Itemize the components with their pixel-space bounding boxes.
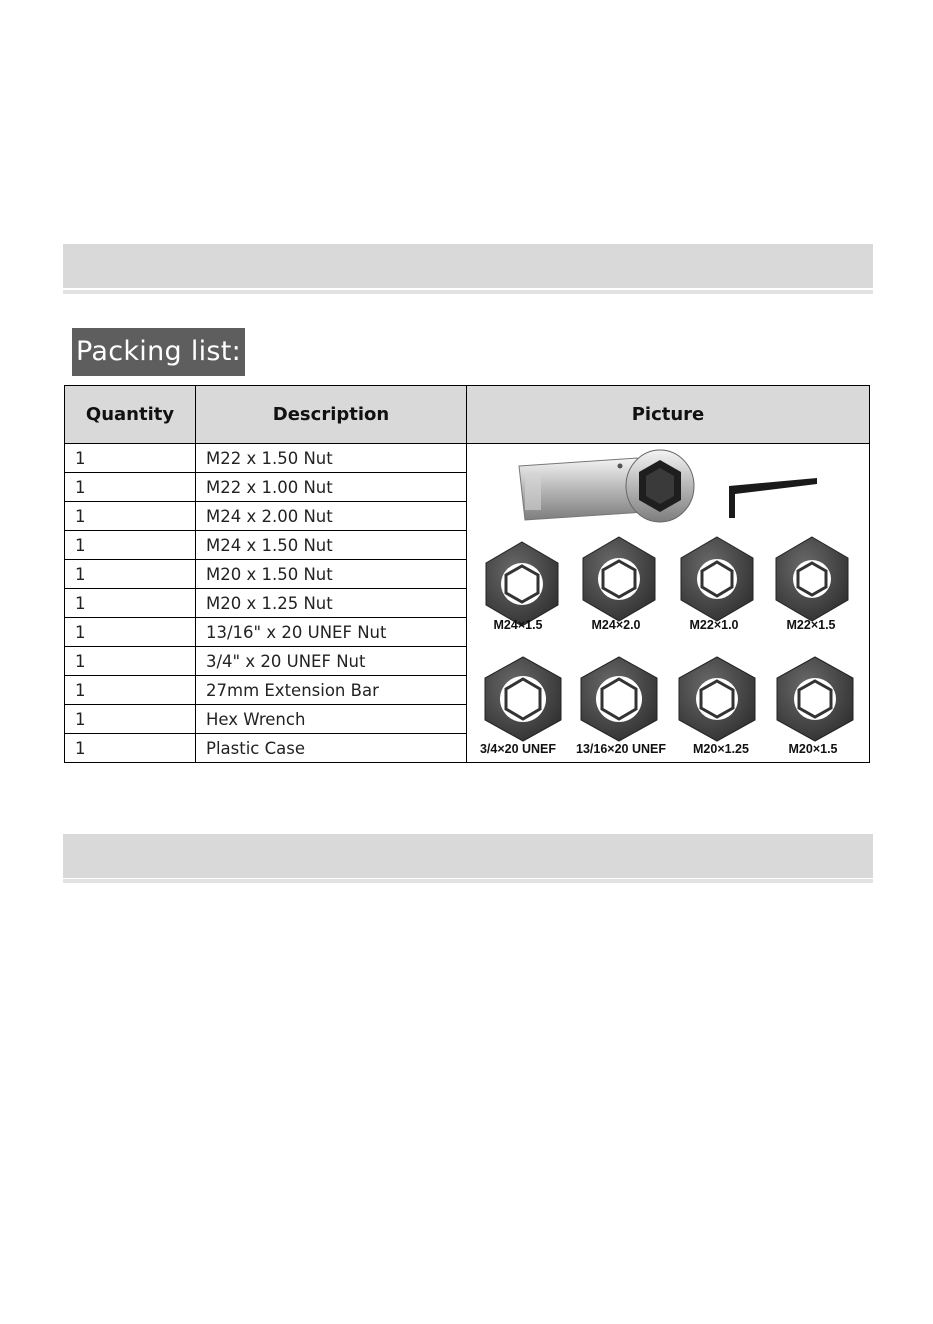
header-picture: Picture <box>467 386 870 444</box>
section-divider-top <box>63 290 873 294</box>
row-quantity: 1 <box>65 589 196 618</box>
row-quantity: 1 <box>65 473 196 502</box>
row-description: M20 x 1.25 Nut <box>196 589 467 618</box>
nut-label-m24x2-0: M24×2.0 <box>591 618 641 632</box>
nut-label-3-4x20-unef: 3/4×20 UNEF <box>479 742 557 756</box>
row-quantity: 1 <box>65 618 196 647</box>
packing-list-table <box>64 385 870 763</box>
picture-cell <box>467 444 870 763</box>
row-description: M22 x 1.50 Nut <box>196 444 467 473</box>
row-quantity: 1 <box>65 734 196 763</box>
nut-label-m22x1-5: M22×1.5 <box>786 618 836 632</box>
nuts-row-2 <box>485 657 853 741</box>
section-header-bar-bottom <box>63 834 873 878</box>
table-row <box>65 444 870 473</box>
row-quantity: 1 <box>65 676 196 705</box>
row-description: 27mm Extension Bar <box>196 676 467 705</box>
row-quantity: 1 <box>65 444 196 473</box>
row-description: M22 x 1.00 Nut <box>196 473 467 502</box>
row-description: Plastic Case <box>196 734 467 763</box>
row-description: Hex Wrench <box>196 705 467 734</box>
row-description: M24 x 2.00 Nut <box>196 502 467 531</box>
nut-label-m22x1-0: M22×1.0 <box>689 618 739 632</box>
row-description: 3/4" x 20 UNEF Nut <box>196 647 467 676</box>
row-quantity: 1 <box>65 647 196 676</box>
header-description: Description <box>196 386 467 444</box>
header-quantity: Quantity <box>65 386 196 444</box>
parts-illustration <box>467 444 868 762</box>
table-header-row <box>65 386 870 444</box>
nut-label-m20x1-25: M20×1.25 <box>693 742 749 756</box>
row-description: M20 x 1.50 Nut <box>196 560 467 589</box>
packing-list-title: Packing list: <box>72 328 245 376</box>
section-header-bar-top <box>63 244 873 288</box>
row-quantity: 1 <box>65 502 196 531</box>
nuts-row-1 <box>486 537 848 626</box>
row-description: 13/16" x 20 UNEF Nut <box>196 618 467 647</box>
row-quantity: 1 <box>65 531 196 560</box>
row-quantity: 1 <box>65 705 196 734</box>
nut-label-m24x1-5: M24×1.5 <box>493 618 543 632</box>
row-description: M24 x 1.50 Nut <box>196 531 467 560</box>
nut-label-m20x1-5: M20×1.5 <box>788 742 838 756</box>
parts-picture <box>467 444 868 762</box>
extension-bar-image <box>519 450 694 522</box>
section-divider-bottom <box>63 879 873 883</box>
row-quantity: 1 <box>65 560 196 589</box>
hex-wrench-image <box>729 478 817 518</box>
nut-label-13-16x20-unef: 13/16×20 UNEF <box>576 742 666 756</box>
